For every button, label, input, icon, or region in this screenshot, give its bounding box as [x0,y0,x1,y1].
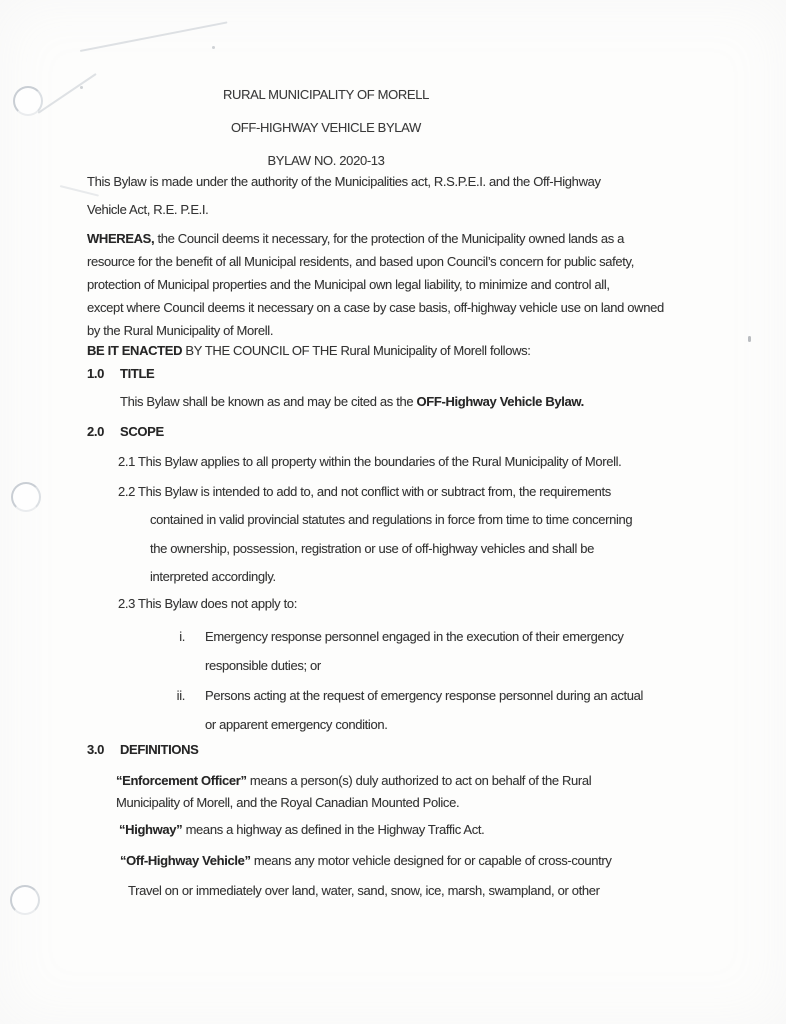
whereas-paragraph [87,227,664,342]
whereas-line: resource for the benefit of all Municipal residents, and based upon Council’s concern for public safety, [87,254,635,269]
enacted-lead: BE IT ENACTED [87,343,183,358]
definition-off-highway-vehicle [120,846,612,906]
clause-2-1: 2.1 This Bylaw applies to all property within the boundaries of the Rural Municipality of Morell. [118,454,622,469]
definition-line: “Off-Highway Vehicle” means any motor vehicle designed for or capable of cross-country [120,853,612,868]
whereas-lead: WHEREAS, [87,231,155,246]
section-number: 3.0 [87,742,105,757]
section-3-heading [87,738,199,761]
authority-line: Vehicle Act, R.E. P.E.I. [87,202,209,217]
exemption-line: Emergency response personnel engaged in the execution of their emergency [205,629,624,644]
enactment-clause: BE IT ENACTED BY THE COUNCIL OF THE Rural Municipality of Morell follows: [87,343,531,358]
definition-highway: “Highway” means a highway as defined in the Highway Traffic Act. [119,822,485,837]
definition-line: Municipality of Morell, and the Royal Canadian Mounted Police. [116,794,460,810]
hole-punch-bottom [10,885,40,915]
definition-term: “Off-Highway Vehicle” [120,853,251,868]
clause-line: 2.2 This Bylaw is intended to add to, and not conflict with or subtract from, the requirements [118,484,611,499]
section-number: 1.0 [87,366,105,381]
scan-speck [80,86,83,89]
section-2-heading [87,420,164,443]
exemption-item-ii [87,681,643,739]
roman-numeral: ii. [176,688,185,703]
whereas-line: except where Council deems it necessary on a case by case basis, off-highway vehicle use on land owned [87,300,664,315]
clause-line: the ownership, possession, registration or use of off-highway vehicles and shall be [150,540,595,556]
authority-line: This Bylaw is made under the authority of the Municipalities act, R.S.P.E.I. and the Off-Highway [87,174,601,189]
exemption-line: responsible duties; or [205,658,321,673]
definition-term: “Enforcement Officer” [116,773,247,788]
municipality-title: RURAL MUNICIPALITY OF MORELL [223,87,429,102]
whereas-line: WHEREAS, the Council deems it necessary, for the protection of the Municipality owned lands as a [87,231,624,246]
cited-bylaw-name: OFF-Highway Vehicle Bylaw. [416,394,584,409]
clause-line: interpreted accordingly. [150,568,276,584]
clause-2-2 [118,478,632,591]
exemption-line: or apparent emergency condition. [205,717,388,732]
hole-punch-middle [11,482,41,512]
definition-line: Travel on or immediately over land, water, sand, snow, ice, marsh, swampland, or other [128,883,600,898]
exemption-line: Persons acting at the request of emergency response personnel during an actual [205,688,644,703]
authority-paragraph [87,168,601,224]
definition-line: “Enforcement Officer” means a person(s) duly authorized to act on behalf of the Rural [116,773,592,788]
clause-2-3: 2.3 This Bylaw does not apply to: [118,596,297,611]
section-1-heading [87,362,154,385]
exemption-item-i [87,622,624,680]
section-1-body: This Bylaw shall be known as and may be cited as the OFF-Highway Vehicle Bylaw. [120,394,584,409]
bylaw-title: OFF-HIGHWAY VEHICLE BYLAW [231,120,421,135]
definition-enforcement-officer [116,770,591,813]
definition-term: “Highway” [119,822,183,837]
section-title: SCOPE [120,424,164,439]
roman-numeral: i. [179,629,185,644]
clause-line: contained in valid provincial statutes and regulations in force from time to time concerning [150,512,633,528]
whereas-line: by the Rural Municipality of Morell. [87,323,274,338]
scan-speck [212,46,215,49]
document-title-block [87,78,565,177]
section-title: DEFINITIONS [120,742,199,757]
bylaw-number: BYLAW NO. 2020-13 [267,153,385,168]
scan-speck [748,336,751,342]
section-number: 2.0 [87,424,105,439]
whereas-line: protection of Municipal properties and the Municipal own legal liability, to minimize and control all, [87,277,610,292]
section-title: TITLE [120,366,155,381]
paper-crease [80,21,228,51]
